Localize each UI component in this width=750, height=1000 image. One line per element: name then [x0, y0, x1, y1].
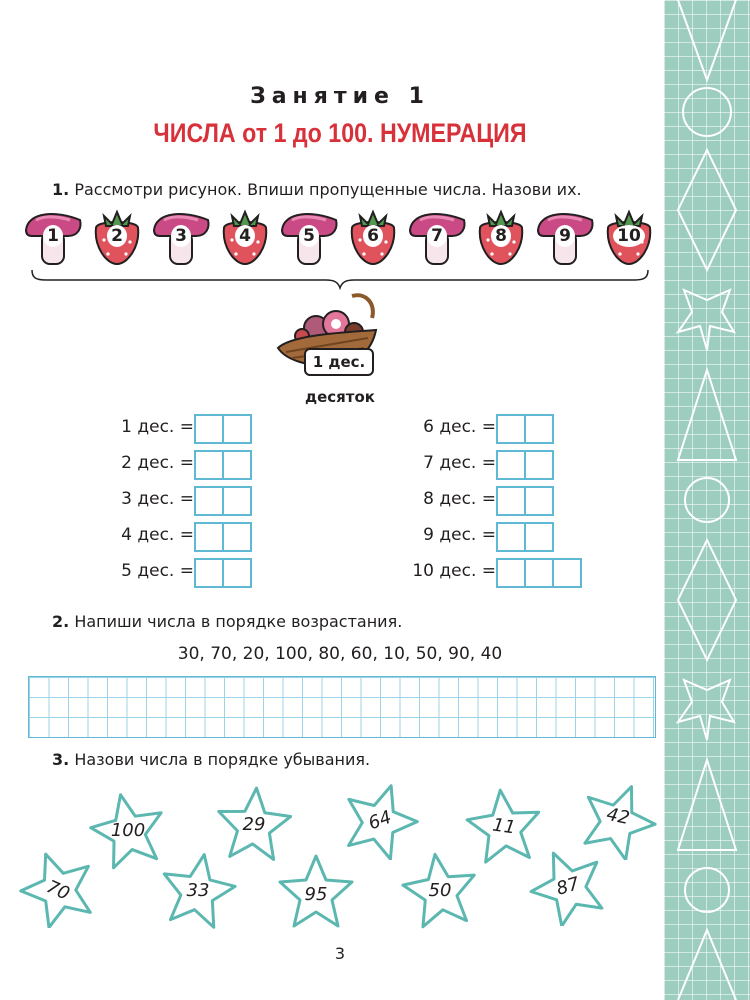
answer-box[interactable]: [222, 486, 252, 516]
writing-grid[interactable]: [28, 676, 656, 738]
answer-boxes: [194, 522, 252, 550]
equation-label: 8 дес. =: [423, 489, 496, 509]
star-number: 87: [554, 873, 582, 900]
sequence-row: [22, 206, 662, 266]
answer-box[interactable]: [194, 558, 224, 588]
star-card: [158, 850, 238, 930]
answer-boxes: [194, 558, 252, 586]
equation-row: [390, 414, 496, 442]
equation-label: 1 дес. =: [121, 417, 194, 437]
star-number: 95: [304, 884, 328, 905]
sequence-number: 9: [555, 225, 575, 247]
star-number: 70: [43, 876, 73, 905]
sequence-number: 4: [235, 225, 255, 247]
star-card: [18, 848, 98, 928]
star-number: 11: [491, 814, 517, 839]
equation-label: 10 дес. =: [412, 561, 496, 581]
answer-boxes: [194, 486, 252, 514]
task-1-text: Рассмотри рисунок. Впиши пропущенные числа. Назови их.: [74, 180, 582, 199]
equation-row: [100, 486, 194, 514]
strawberry-item: [86, 206, 148, 268]
equation-label: 5 дес. =: [121, 561, 194, 581]
answer-box[interactable]: [194, 414, 224, 444]
answer-box[interactable]: [524, 522, 554, 552]
task-3-instruction: [52, 750, 370, 769]
answer-box[interactable]: [222, 414, 252, 444]
sequence-number: 2: [107, 225, 127, 247]
sequence-number: 1: [43, 225, 63, 247]
answer-box[interactable]: [524, 486, 554, 516]
sequence-number: 10: [613, 225, 645, 247]
star-card: [340, 780, 420, 860]
answer-box[interactable]: [524, 414, 554, 444]
page-number: 3: [334, 944, 346, 963]
answer-box[interactable]: [496, 450, 526, 480]
answer-boxes: [194, 450, 252, 478]
sequence-number: 8: [491, 225, 511, 247]
answer-box[interactable]: [496, 558, 526, 588]
strawberry-item: [214, 206, 276, 268]
equation-label: 2 дес. =: [121, 453, 194, 473]
task-1-instruction: [52, 180, 582, 199]
strawberry-item: [598, 206, 660, 268]
answer-box[interactable]: [524, 450, 554, 480]
task-2-instruction: [52, 612, 402, 631]
star-number: 50: [428, 880, 452, 901]
strawberry-item: [470, 206, 532, 268]
sequence-number: 5: [299, 225, 319, 247]
answer-boxes: [496, 558, 582, 586]
equation-row: [100, 414, 194, 442]
answer-box[interactable]: [194, 450, 224, 480]
equation-label: 4 дес. =: [121, 525, 194, 545]
lesson-title: ЧИСЛА от 1 до 100. НУМЕРАЦИЯ: [153, 118, 527, 148]
task-2-number: 2.: [52, 612, 70, 631]
equation-row: [390, 450, 496, 478]
equation-label: 6 дес. =: [423, 417, 496, 437]
equation-label: 9 дес. =: [423, 525, 496, 545]
sequence-number: 7: [427, 225, 447, 247]
basket-caption: десяток: [305, 388, 375, 406]
star-card: [276, 852, 356, 932]
star-number: 33: [186, 880, 210, 901]
star-card: [528, 846, 608, 926]
sequence-number: 3: [171, 225, 191, 247]
geometric-pattern-icon: [664, 0, 750, 1000]
mushroom-item: [534, 206, 596, 268]
answer-boxes: [194, 414, 252, 442]
star-number: 42: [604, 803, 632, 830]
star-number: 29: [242, 814, 266, 835]
mushroom-item: [406, 206, 468, 268]
answer-box[interactable]: [496, 522, 526, 552]
answer-boxes: [496, 486, 554, 514]
task-1-number: 1.: [52, 180, 70, 199]
star-card: [400, 850, 480, 930]
equation-row: [390, 558, 496, 586]
answer-box[interactable]: [222, 450, 252, 480]
equation-label: 3 дес. =: [121, 489, 194, 509]
equation-row: [100, 558, 194, 586]
curly-brace-icon: [30, 268, 650, 290]
task-3-text: Назови числа в порядке убывания.: [74, 750, 371, 769]
answer-box[interactable]: [552, 558, 582, 588]
equation-row: [390, 522, 496, 550]
answer-box[interactable]: [496, 414, 526, 444]
answer-boxes: [496, 522, 554, 550]
answer-box[interactable]: [222, 558, 252, 588]
answer-box[interactable]: [496, 486, 526, 516]
numbers-to-sort: 30, 70, 20, 100, 80, 60, 10, 50, 90, 40: [177, 644, 503, 664]
equation-row: [100, 450, 194, 478]
equation-row: [390, 486, 496, 514]
mushroom-item: [22, 206, 84, 268]
star-number: 100: [110, 820, 146, 841]
equation-row: [100, 522, 194, 550]
task-2-text: Напиши числа в порядке возрастания.: [74, 612, 403, 631]
answer-box[interactable]: [524, 558, 554, 588]
answer-box[interactable]: [194, 486, 224, 516]
answer-box[interactable]: [222, 522, 252, 552]
answer-boxes: [496, 414, 554, 442]
star-card: [88, 790, 168, 870]
star-number: 64: [365, 806, 395, 835]
equation-label: 7 дес. =: [423, 453, 496, 473]
decorative-side-strip: [664, 0, 750, 1000]
answer-box[interactable]: [194, 522, 224, 552]
mushroom-item: [150, 206, 212, 268]
sequence-number: 6: [363, 225, 383, 247]
answer-boxes: [496, 450, 554, 478]
basket-label: 1 дес.: [304, 348, 374, 376]
task-3-number: 3.: [52, 750, 70, 769]
mushroom-item: [278, 206, 340, 268]
lesson-label: Занятие 1: [250, 84, 430, 109]
strawberry-item: [342, 206, 404, 268]
